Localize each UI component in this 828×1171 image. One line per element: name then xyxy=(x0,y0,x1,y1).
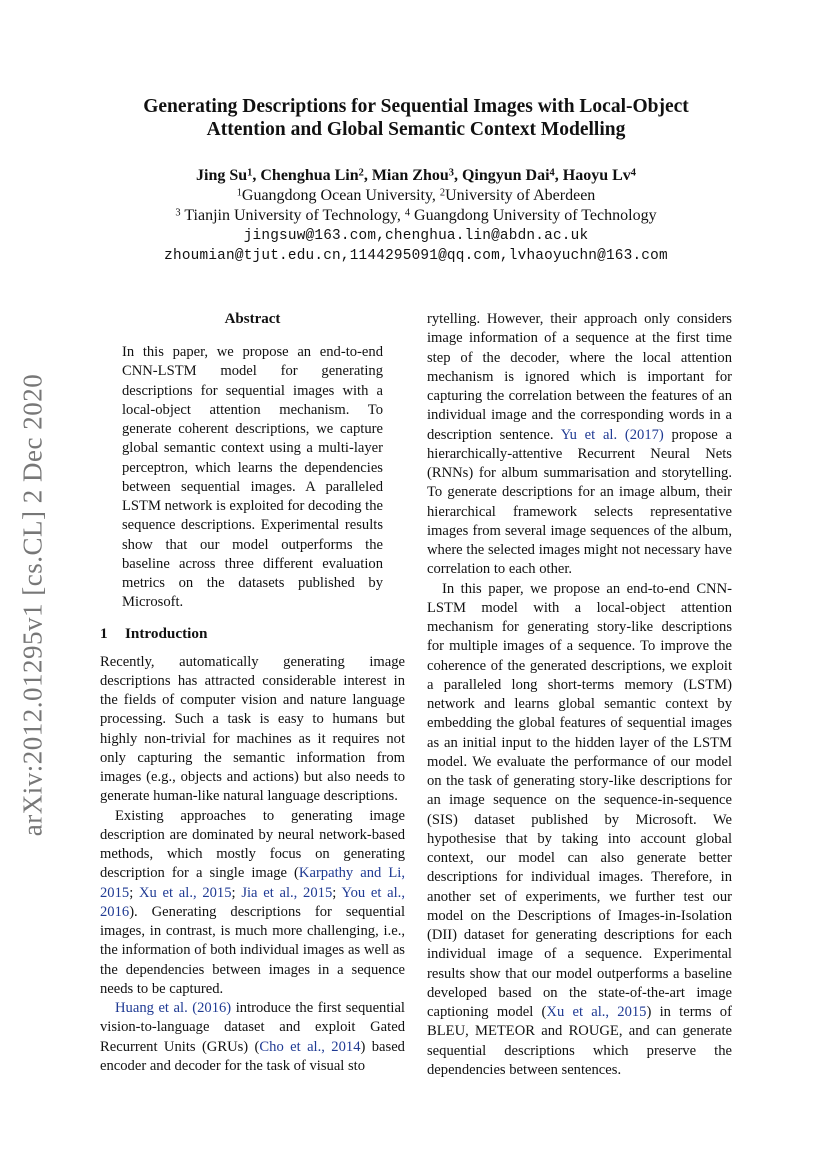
citation-link[interactable]: Xu et al., 2015 xyxy=(138,884,232,901)
paragraph-text: In this paper, we propose an end-to-end CNN-LSTM model with a local-object attention mechanism for generating story-like descriptions for multiple images of a sequence. To improve the coherence of the generated descriptions, we exploit a paralleled long short-terms memory (LSTM) network and learns global semantic context by embedding the global features of sequential images as an initial input to the hidden layer of the LSTM model. We evaluate the performance of our model on the task of generating story-like descriptions for an image sequence on the sequence-in-sequence (SIS) dataset published by Microsoft. We hypothesise that by taking into account global context, our model can also generate better descriptions for individual images. Therefore, in another set of experiments, we further test our model on the Descriptions of Images-in-Isolation (DII) dataset for generating descriptions for each individual image of a sequence. Experimental results show that our model outperforms a baseline developed based on the state-of-the-art image captioning model ( xyxy=(427,580,732,1020)
paragraph-text: ; xyxy=(129,884,139,901)
citation-link[interactable]: Xu et al., 2015 xyxy=(546,1004,647,1020)
author-list xyxy=(100,166,732,186)
author-sup: 2 xyxy=(358,167,364,179)
arxiv-stamp xyxy=(8,370,58,840)
paragraph-text: ; xyxy=(332,884,342,901)
left-column xyxy=(100,310,405,1076)
paragraph-text: Existing approaches to generating image description are dominated by neural network-based methods, which mostly focus on generating description for a single image ( xyxy=(100,807,405,882)
affil-text: University of Aberdeen xyxy=(445,187,596,204)
author-name: Chenghua Lin xyxy=(260,167,359,184)
affil-sup: 4 xyxy=(404,207,411,219)
author-name: Mian Zhou xyxy=(371,167,449,184)
author-name: Haoyu Lv xyxy=(562,167,631,184)
affil-sup: 2 xyxy=(439,187,446,199)
author-name: Qingyun Dai xyxy=(461,167,550,184)
intro-paragraph-1: Recently, automatically generating image descriptions has attracted considerable interest in the fields of computer vision and nature language processing. Such a task is easy to humans but highly non-trivial for machines as it requires not only capturing the semantic information from images (e.g., objects and actions) but also needs to generate human-like natural language descriptions. xyxy=(100,653,405,805)
affiliation-line-1 xyxy=(100,186,732,206)
author-sep: , xyxy=(252,167,261,184)
author-sup: 4 xyxy=(630,167,636,179)
author-sup: 1 xyxy=(247,167,253,179)
author-sep: , xyxy=(363,167,372,184)
paper-title xyxy=(100,95,732,141)
email-line-2: zhoumian@tjut.edu.cn,1144295091@qq.com,lvhaoyuchn@163.com xyxy=(164,248,668,264)
author-name: Jing Su xyxy=(196,167,248,184)
paragraph-text: ) in terms of BLEU, METEOR and ROUGE, and can generate sequential descriptions which preserve the dependencies between sentences. xyxy=(427,1004,732,1078)
paragraph-text: rytelling. However, their approach only considers image information of a sequence at the first time step of the decoder, where the local attention mechanism is ignored which is important for capturing the correlation between the features of an individual image and the corresponding words in a description sentence. xyxy=(427,311,732,443)
citation-link[interactable]: Yu et al. (2017) xyxy=(560,426,664,443)
section-number: 1 xyxy=(100,624,108,642)
author-sep: , xyxy=(453,167,462,184)
title-line-2: Attention and Global Semantic Context Modelling xyxy=(206,119,626,140)
paragraph-text: propose a hierarchically-attentive Recurrent Neural Nets (RNNs) for album summarisation and storytelling. To generate descriptions for an image album, their hierarchical framework selects representative images from several image sequences of the album, where the selected images might not necessary have correlation to each other. xyxy=(427,426,732,578)
abstract-heading: Abstract xyxy=(224,311,281,327)
citation-link[interactable]: Cho et al., 2014 xyxy=(259,1038,361,1055)
paragraph-text: ) based encoder and decoder for the task of visual sto xyxy=(100,1038,405,1074)
intro-paragraph-3-continued xyxy=(427,310,732,580)
intro-paragraph-4 xyxy=(427,580,732,1081)
author-sep: , xyxy=(554,167,563,184)
paragraph-text: ). Generating descriptions for sequential images, in contrast, is much more challenging, i.e., the information of both individual images as well as the dependencies between images in a sequence needs to be captured. xyxy=(100,903,405,997)
affil-sup: 3 xyxy=(175,207,181,219)
affil-text: Tianjin University of Technology, xyxy=(180,207,405,224)
email-line-1: jingsuw@163.com,chenghua.lin@abdn.ac.uk xyxy=(243,228,589,244)
affiliation-line-2 xyxy=(100,206,732,226)
title-line-1: Generating Descriptions for Sequential Images with Local-Object xyxy=(143,96,689,117)
abstract-text: In this paper, we propose an end-to-end CNN-LSTM model for generating descriptions for sequential images with a local-object attention mechanism. To generate coherent descriptions, we capture global semantic context using a multi-layer perceptron, which learns the dependencies between sequential images. A paralleled LSTM network is exploited for decoding the sequence descriptions. Experimental results show that our model outperforms the baseline across three different evaluation metrics on the datasets published by Microsoft. xyxy=(122,344,384,611)
citation-link[interactable]: Huang et al. (2016) xyxy=(115,1000,232,1016)
arxiv-stamp-text: arXiv:2012.01295v1 [cs.CL] 2 Dec 2020 xyxy=(17,373,48,837)
paragraph-text: ; xyxy=(231,884,242,901)
citation-link[interactable]: Karpathy and Li, 2015 xyxy=(100,865,405,901)
section-title: Introduction xyxy=(125,624,208,642)
intro-paragraph-3-start xyxy=(100,999,405,1076)
citation-link[interactable]: Jia et al., 2015 xyxy=(241,884,333,901)
author-sup: 3 xyxy=(448,167,454,179)
affil-sup: 1 xyxy=(236,187,242,199)
right-column xyxy=(427,310,732,1080)
affil-text: Guangdong Ocean University, xyxy=(241,187,440,204)
affil-text: Guangdong University of Technology xyxy=(410,207,657,224)
citation-link[interactable]: You et al., 2016 xyxy=(100,884,405,920)
affiliations xyxy=(100,186,732,266)
section-heading xyxy=(100,623,405,645)
paragraph-text: introduce the first sequential vision-to-language dataset and exploit Gated Recurrent Units (GRUs) ( xyxy=(100,1000,405,1055)
author-sup: 4 xyxy=(549,167,555,179)
intro-paragraph-2 xyxy=(100,807,405,1000)
